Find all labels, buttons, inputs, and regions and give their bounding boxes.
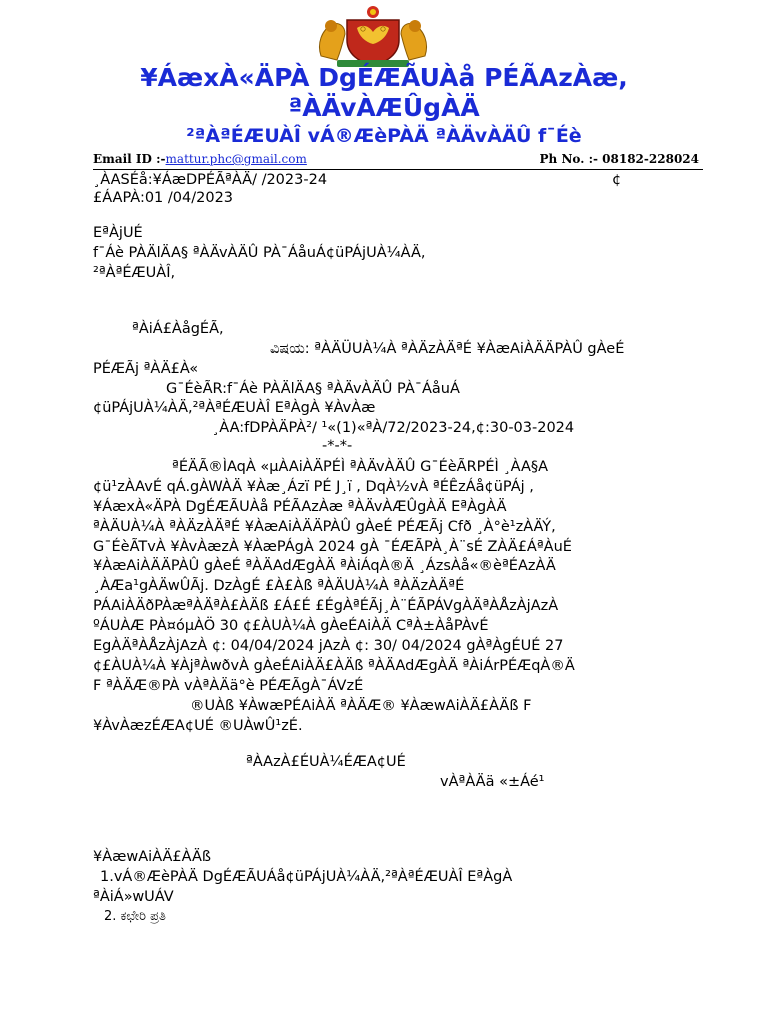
signature-label: vÀªÀÄä «±Áé¹ bbox=[440, 774, 545, 790]
reference-line-3: ¸ÀA:fDPÀÄPÀ²/ ¹«(1)«ªÀ/72/2023-24,¢:30-03-2024 bbox=[212, 420, 575, 436]
enclosure-item-1: 1.vÁ®ÆèPÀÄ DgÉÆÃUÁå¢üPÁjUÀ¼ÀÄ,²ªÀªÉÆUÀÎ EªÀgÀ bbox=[100, 869, 513, 885]
body-line: ªÉÄÃ®ÌAqÀ «µÀAiÀÄPÉÌ ªÀÄvÀÄÛ G¯ÉèÃRPÉÌ ¸ÀA§A bbox=[172, 459, 549, 475]
enclosure-item-1-cont: ªÀiÁ»wUÁV bbox=[93, 889, 174, 905]
subject-line-1: ವಿಷಯ: ªÀÄÜUÀ¼À ªÀÄzÀÄªÉ ¥ÀæAiÀÄÄPÀÛ gÀeÉ bbox=[270, 341, 625, 357]
body-line: G¯ÉèÃTvÀ ¥ÀvÀæzÀ ¥ÀæPÁgÀ 2024 gÀ ¯ÉÆÃPÀ¸À¨sÉ ZÀÄ£ÁªÀuÉ bbox=[93, 539, 572, 555]
body-line: PÁAiÀÄðPÀæªÀÄªÀ£ÀÄß £Á£É £ÉgÀªÉÃj¸À¨ÉÃPÁVgÀÄªÀÅzÀjAzÀ bbox=[93, 598, 559, 614]
date-mark: ¢ bbox=[612, 172, 622, 188]
body-line: ¢£ÀUÀ¼À ¥ÀjªÀwðvÀ gÀeÉAiÀÄ£ÀÄß ªÀÄAdÆgÀÄ ªÀiÁrPÉÆqÀ®Ä bbox=[93, 658, 575, 674]
body-line: F ªÀÄÆ®PÀ vÀªÀÄä°è PÉÆÃgÀ¯ÁVzÉ bbox=[93, 678, 364, 694]
email-link[interactable]: mattur.phc@gmail.com bbox=[165, 152, 307, 166]
enclosure-item-2: 2. ಕಛೇರಿ ಪ್ರತಿ bbox=[104, 909, 166, 924]
body-line: ªÀÄUÀ¼À ªÀÄzÀÄªÉ ¥ÀæAiÀÄÄPÀÛ gÀeÉ PÉÆÃj Cfð ¸À°è¹zÀÄÝ, bbox=[93, 519, 556, 535]
phone-number: Ph No. :- 08182-228024 bbox=[539, 152, 699, 166]
state-emblem-icon bbox=[307, 4, 439, 68]
email-line bbox=[93, 152, 307, 166]
enclosure-heading: ¥ÀæwAiÀÄ£ÀÄß bbox=[93, 849, 212, 865]
body-line: ¥ÀvÀæzÉÆA¢UÉ ®UÀwÛ¹zÉ. bbox=[93, 718, 303, 734]
separator: -*-*- bbox=[322, 438, 353, 454]
center-title-line-2: ªÀÄvÀÆÛgÀÄ bbox=[288, 93, 480, 122]
to-label: EªÀjUÉ bbox=[93, 225, 143, 241]
body-line: ®UÀß ¥ÀwæPÉAiÀÄ ªÀÄÆ® ¥ÀæwAiÀÄ£ÀÄß F bbox=[190, 698, 532, 714]
body-line: ¥ÀæAiÀÄÄPÀÛ gÀeÉ ªÀÄAdÆgÀÄ ªÀiÁqÀ®Ä ¸ÁzsÀå«®èªÉAzÀÄ bbox=[93, 558, 556, 574]
addressee-line-2: ²ªÀªÉÆUÀÎ, bbox=[93, 265, 176, 281]
body-line: ºÁUÀÆ PÀ¤óµÀÖ 30 ¢£ÀUÀ¼À gÀeÉAiÀÄ CªÀ±ÀåPÀvÉ bbox=[93, 618, 489, 634]
body-line: ¥ÁæxÀ«ÄPÀ DgÉÆÃUÀå PÉÃAzÀæ ªÀÄvÀÆÛgÀÄ EªÀgÀÄ bbox=[93, 499, 507, 515]
subject-line-2: PÉÆÃj ªÀÄ£À« bbox=[93, 361, 199, 377]
body-line: ¢ü¹zÀAvÉ qÁ.gÀWÀÄ ¥Àæ¸Ázï PÉ J¸ï , DqÀ½vÀ ªÉÊzÁå¢üPÁj , bbox=[93, 479, 534, 495]
reference-line-2: ¢üPÁjUÀ¼ÀÄ,²ªÀªÉÆUÀÎ EªÀgÀ ¥ÀvÀæ bbox=[93, 400, 376, 416]
center-title-line-1: ¥ÁæxÀ«ÄPÀ DgÉÆÃUÀå PÉÃAzÀæ, bbox=[140, 63, 628, 92]
center-subtitle: ²ªÀªÉÆUÀÎ vÁ®ÆèPÀÄ ªÀÄvÀÄÛ f¯Éè bbox=[186, 125, 582, 147]
reference-number: ¸ÀASÉå:¥ÁæDPÉÃªÀÄ/ /2023-24 bbox=[93, 172, 328, 188]
closing: ªÀAzÀ£ÉUÀ¼ÉÆA¢UÉ bbox=[246, 754, 406, 770]
salutation: ªÀiÁ£ÀågÉÃ, bbox=[132, 321, 224, 337]
letter-date: £ÁAPÀ:01 /04/2023 bbox=[93, 190, 234, 206]
reference-line-1: G¯ÉèÃR:f¯Áè PÀÄlÄA§ ªÀÄvÀÄÛ PÀ¯ÁåuÁ bbox=[166, 381, 460, 397]
header-divider bbox=[93, 169, 703, 170]
body-line: ¸ÀÆa¹gÀÄwÛÃj. DzÀgÉ £À£Àß ªÀÄUÀ¼À ªÀÄzÀÄªÉ bbox=[93, 578, 465, 594]
addressee-line-1: f¯Áè PÀÄlÄA§ ªÀÄvÀÄÛ PÀ¯ÁåuÁ¢üPÁjUÀ¼ÀÄ, bbox=[93, 245, 426, 261]
email-label: Email ID :- bbox=[93, 152, 166, 166]
body-line: EgÀÄªÀÅzÀjAzÀ ¢: 04/04/2024 jAzÀ ¢: 30/ 04/2024 gÀªÀgÉUÉ 27 bbox=[93, 638, 564, 654]
